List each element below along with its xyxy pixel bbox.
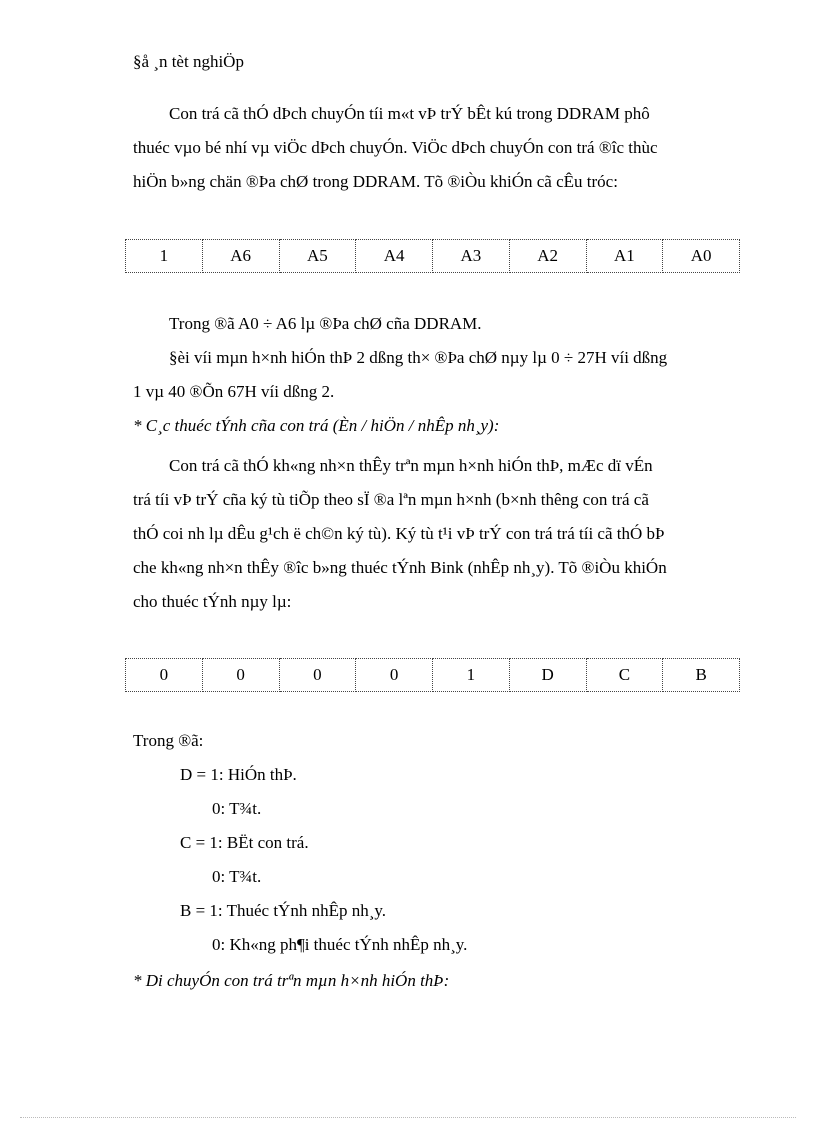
table-cell: 0 (202, 659, 279, 692)
table-cell: 1 (126, 240, 203, 273)
text-line: trá tíi vÞ trÝ cña ký tù tiÕp theo sÏ ®a lªn mµn h×nh (b×nh thêng con trá cã (133, 490, 649, 509)
text-line: * C¸c thuéc tÝnh cña con trá (Èn / hiÖn / nhÊp nh¸y): (133, 416, 500, 435)
table-cell: 1 (433, 659, 510, 692)
text-line: thÓ coi nh lµ dÊu g¹ch ë ch©n ký tù). Ký tù t¹i vÞ trÝ con trá trá tíi cã thÓ bÞ (133, 524, 665, 543)
table-cell: 0 (356, 659, 433, 692)
text-line: 1 vµ 40 ®Õn 67H víi dßng 2. (133, 382, 335, 401)
display-lines-paragraph (133, 341, 733, 409)
table-cell: A6 (202, 240, 279, 273)
text-line: Trong ®ã A0 ÷ A6 lµ ®Þa chØ cña DDRAM. (169, 314, 482, 333)
address-note (133, 307, 733, 341)
table-cell: B (663, 659, 740, 692)
text-line: thuéc vµo bé nhí vµ viÖc dÞch chuyÓn. ViÖc dÞch chuyÓn con trá ®îc thùc (133, 138, 658, 157)
def-line: C = 1: BËt con trá. (180, 833, 309, 852)
table-cell: A4 (356, 240, 433, 273)
text-line: cho thuéc tÝnh nµy lµ: (133, 592, 292, 611)
ddram-address-table (125, 239, 740, 273)
move-cursor-heading: * Di chuyÓn con trá trªn mµn h×nh hiÓn thÞ: (133, 971, 450, 990)
text-line: che kh«ng nh×n thÊy ®îc b»ng thuéc tÝnh Bink (nhÊp nh¸y). Tõ ®iÒu khiÓn (133, 558, 667, 577)
def-line: D = 1: HiÓn thÞ. (180, 765, 297, 784)
table-cell: C (586, 659, 663, 692)
intro-paragraph (133, 97, 733, 199)
table-cell: D (509, 659, 586, 692)
table-cell: A1 (586, 240, 663, 273)
cursor-paragraph (133, 449, 733, 619)
def-line: 0: Kh«ng ph¶i thuéc tÝnh nhÊp nh¸y. (212, 935, 468, 954)
text-line: §èi víi mµn h×nh hiÓn thÞ 2 dßng th× ®Þa chØ nµy lµ 0 ÷ 27H víi dßng (169, 348, 668, 367)
cursor-attributes-heading (133, 409, 733, 443)
table-cell: 0 (279, 659, 356, 692)
text-line: Con trá cã thÓ kh«ng nh×n thÊy trªn mµn h×nh hiÓn thÞ, mÆc dï vÉn (169, 456, 653, 475)
table-row (126, 240, 740, 273)
def-line: 0: T¾t. (212, 867, 262, 886)
table-cell: 0 (126, 659, 203, 692)
def-line: B = 1: Thuéc tÝnh nhÊp nh¸y. (180, 901, 387, 920)
table-cell: A3 (433, 240, 510, 273)
text-line: Con trá cã thÓ dÞch chuyÓn tíi m«t vÞ trÝ bÊt kú trong DDRAM phô (169, 104, 650, 123)
cursor-control-table (125, 658, 740, 692)
text-line: hiÖn b»ng chän ®Þa chØ trong DDRAM. Tõ ®iÒu khiÓn cã cÊu tróc: (133, 172, 618, 191)
table-row (126, 659, 740, 692)
page-header: §å ¸n tèt nghiÖp (133, 52, 244, 71)
where-label: Trong ®ã: (133, 731, 204, 750)
table-cell: A5 (279, 240, 356, 273)
def-line: 0: T¾t. (212, 799, 262, 818)
page-bottom-divider (20, 1117, 796, 1118)
table-cell: A0 (663, 240, 740, 273)
table-cell: A2 (509, 240, 586, 273)
